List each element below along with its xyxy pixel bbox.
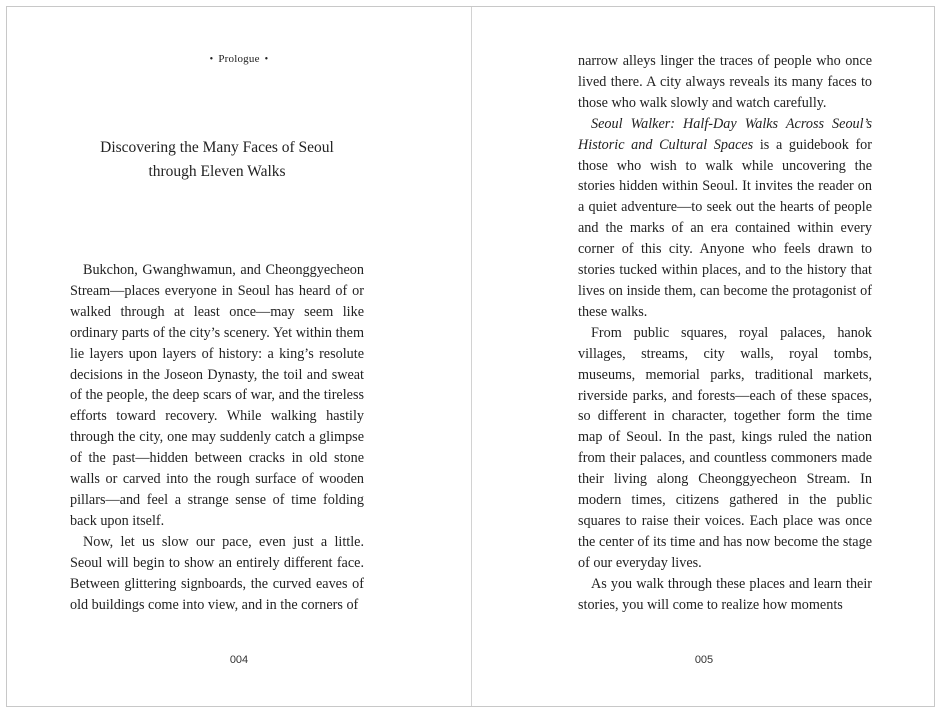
chapter-title-line-2: through Eleven Walks (148, 163, 286, 180)
bullet-icon: • (264, 54, 269, 65)
running-head (7, 53, 471, 65)
chapter-title (57, 136, 377, 184)
running-head-text: Prologue (218, 53, 260, 65)
chapter-title-line-1: Discovering the Many Faces of Seoul (100, 139, 334, 156)
left-page (7, 7, 471, 706)
page-number: 005 (694, 654, 714, 666)
book-title: Seoul Walker: Half-Day Walks Across Seoul’s Historic and Cultural Spaces (578, 115, 872, 153)
left-body-text (70, 260, 364, 615)
paragraph: Bukchon, Gwanghwamun, and Cheonggyecheon Stream—places everyone in Seoul has heard of or walked through at least once—may seem like ordinary parts of the city’s scenery. Yet within them lie layers upon layers of history: a king’s resolute decisions in the Joseon Dynasty, the toil and sweat of the people, the deep scars of war, and the tireless efforts toward recovery. While walking hastily through the city, one may suddenly catch a glimpse of the past—hidden between cracks in old stone walls or carved into the rough surface of wooden pillars—and feel a strange sense of time folding back upon itself. (70, 262, 364, 529)
paragraph (578, 114, 872, 323)
bullet-icon: • (209, 54, 214, 65)
paragraph: As you walk through these places and learn their stories, you will come to realize how moments (578, 575, 872, 613)
right-body-text (578, 51, 872, 615)
paragraph-text: is a guidebook for those who wish to walk while uncovering the stories hidden within Seoul. It invites the reader on a quiet adventure—to seek out the hearts of people and the marks of an era contained within every corner of this city. Anyone who feels drawn to stories tucked within places, and to the history that lives on inside them, can become the protagonist of these walks. (578, 136, 872, 320)
paragraph-continued: narrow alleys linger the traces of people who once lived there. A city always reveals its many faces to those who walk slowly and watch carefully. (578, 53, 872, 111)
paragraph: From public squares, royal palaces, hanok villages, streams, city walls, royal tombs, museums, memorial parks, traditional markets, riverside parks, and forests—each of these spaces, so different in character, together form the time map of Seoul. In the past, kings ruled the nation from their palaces, and countless commoners made their living along Cheonggyecheon Stream. In modern times, citizens gathered in the public squares to raise their voices. Each place was once the center of its time and has now become the stage of our everyday lives. (578, 324, 872, 571)
right-page (472, 7, 936, 706)
paragraph: Now, let us slow our pace, even just a little. Seoul will begin to show an entirely different face. Between glittering signboards, the curved eaves of old buildings come into view, and in the corners of (70, 533, 364, 613)
page-number: 004 (229, 654, 249, 666)
book-spread (6, 6, 935, 707)
